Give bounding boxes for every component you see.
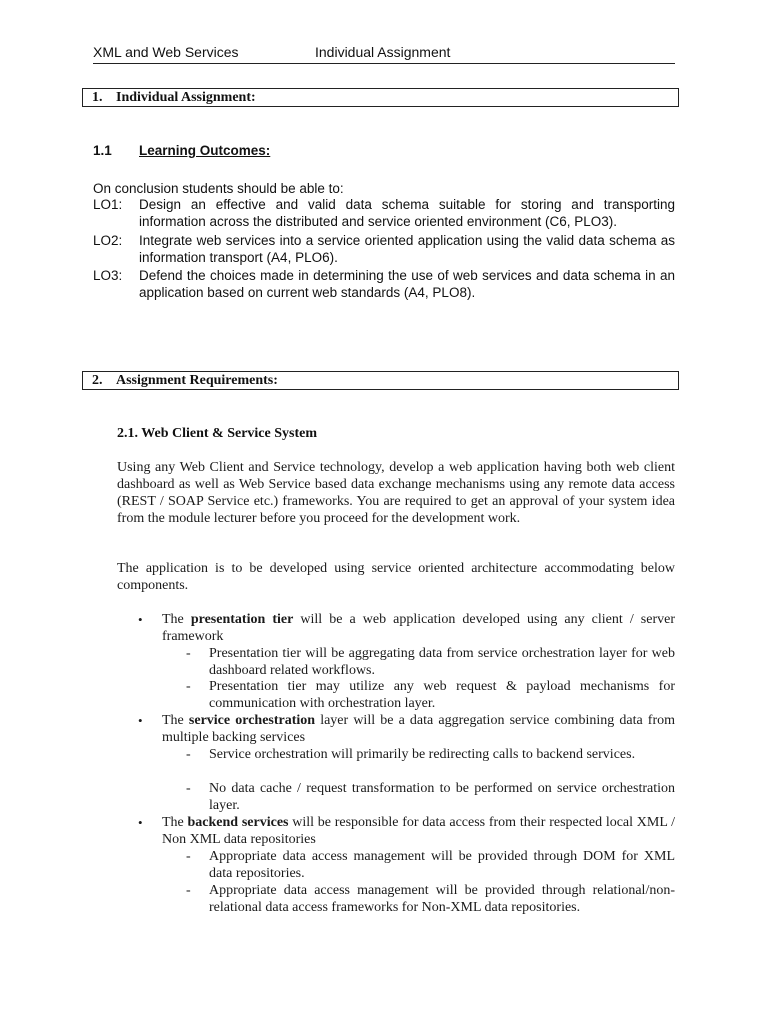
learning-outcome <box>93 196 675 230</box>
outcome-text: Design an effective and valid data schema suitable for storing and transporting information across the distributed and service oriented environment (C6, PLO3). <box>139 197 675 229</box>
outcomes-intro: On conclusion students should be able to: <box>93 181 344 196</box>
dash-item <box>162 882 675 916</box>
outcome-text: Defend the choices made in determining the use of web services and data schema in an application based on current web standards (A4, PLO8). <box>139 268 675 300</box>
page-header <box>93 44 675 64</box>
outcome-code: LO2: <box>93 233 123 248</box>
subsection-1-1-title: Learning Outcomes: <box>139 143 271 158</box>
outcome-text: Integrate web services into a service oriented application using the valid data schema as information transport (A4, PLO6). <box>139 233 675 265</box>
dash-marker: - <box>186 781 191 796</box>
dash-item <box>162 746 675 763</box>
dash-marker: - <box>186 883 191 898</box>
dash-item <box>162 848 675 882</box>
dash-marker: - <box>186 679 191 694</box>
section-1-title: Individual Assignment: <box>116 90 256 105</box>
dash-item <box>162 678 675 712</box>
section-2-heading <box>82 371 679 390</box>
dash-text: Appropriate data access management will be provided through relational/non-relational data access frameworks for Non-XML data repositories. <box>209 883 675 915</box>
bullet-item <box>117 611 675 645</box>
dash-text: Appropriate data access management will be provided through DOM for XML data repositories. <box>209 849 675 881</box>
dash-marker: - <box>186 747 191 762</box>
section-2-title: Assignment Requirements: <box>116 373 278 388</box>
paragraph: The application is to be developed using service oriented architecture accommodating below components. <box>117 561 675 593</box>
header-assignment: Individual Assignment <box>315 44 451 60</box>
bullet-text: The backend services will be responsible for data access from their respected local XML / Non XML data repositories <box>162 815 675 847</box>
dash-marker: - <box>186 646 191 661</box>
learning-outcome <box>93 232 675 266</box>
bullet-marker: • <box>138 612 143 627</box>
section-2-number: 2. <box>92 373 103 388</box>
subsection-1-1-number: 1.1 <box>93 143 112 158</box>
outcome-code: LO1: <box>93 197 123 212</box>
dash-text: Service orchestration will primarily be redirecting calls to backend services. <box>209 747 636 762</box>
subsection-2-1-title: 2.1. Web Client & Service System <box>117 426 317 441</box>
bullet-item <box>117 712 675 746</box>
paragraph: Using any Web Client and Service technology, develop a web application having both web client dashboard as well as Web Service based data exchange mechanisms using any remote data access (REST / SOAP Service etc.) frameworks. You are required to get an approval of your system idea from the module lecturer before you proceed for the development work. <box>117 460 675 526</box>
bullet-marker: • <box>138 713 143 728</box>
header-course: XML and Web Services <box>93 44 239 60</box>
dash-text: Presentation tier will be aggregating data from service orchestration layer for web dashboard related workflows. <box>209 646 675 678</box>
outcome-code: LO3: <box>93 268 123 283</box>
dash-text: No data cache / request transformation to be performed on service orchestration layer. <box>209 781 675 813</box>
bullet-text: The presentation tier will be a web application developed using any client / server framework <box>162 612 675 644</box>
bullet-item <box>117 814 675 848</box>
dash-text: Presentation tier may utilize any web request & payload mechanisms for communication with orchestration layer. <box>209 679 675 711</box>
section-1-heading <box>82 88 679 107</box>
dash-marker: - <box>186 849 191 864</box>
bullet-text: The service orchestration layer will be a data aggregation service combining data from multiple backing services <box>162 713 676 745</box>
dash-item <box>162 645 675 679</box>
bullet-marker: • <box>138 815 143 830</box>
dash-item <box>162 780 675 814</box>
learning-outcome <box>93 267 675 301</box>
section-1-number: 1. <box>92 90 103 105</box>
subsection-1-1-heading <box>93 143 270 158</box>
